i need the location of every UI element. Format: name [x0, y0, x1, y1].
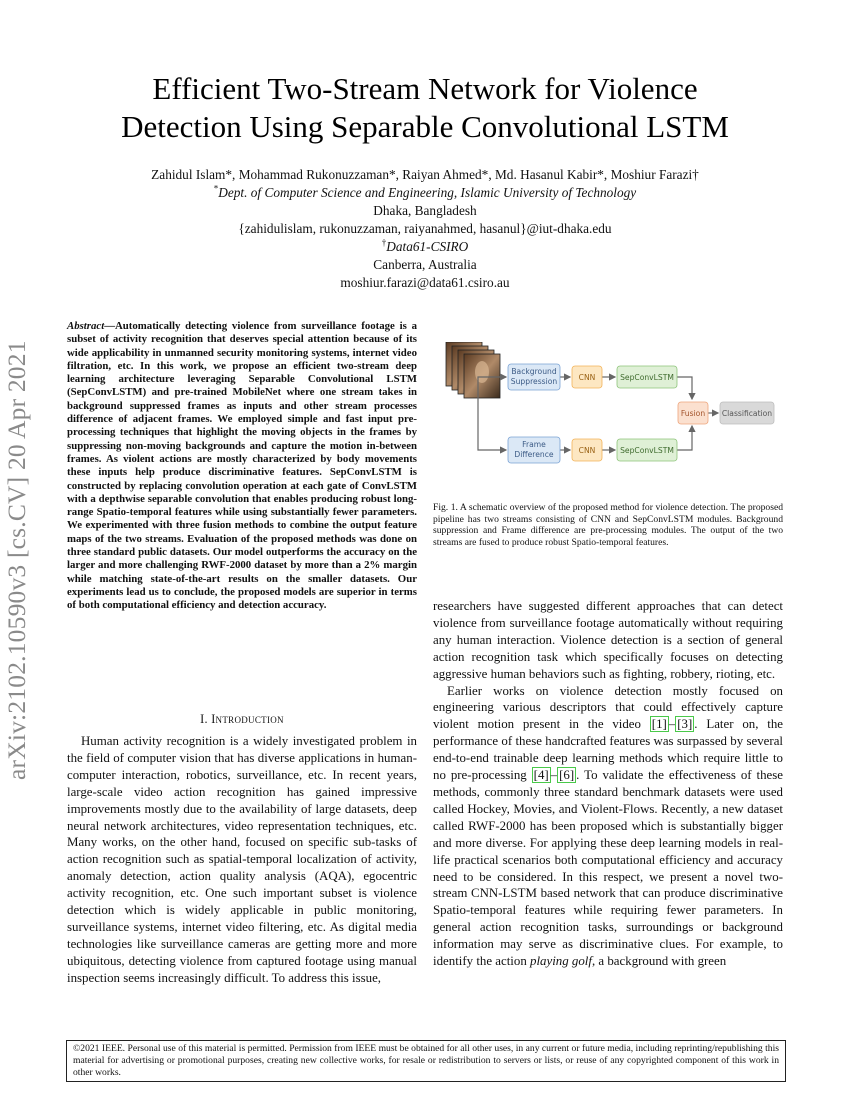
- classification-label: Classification: [721, 409, 773, 418]
- arrow-top-stream-to-fusion: [677, 377, 692, 399]
- citation-link-3[interactable]: [3]: [677, 717, 693, 732]
- citation-dash-1: –: [668, 717, 676, 732]
- affiliation-2-text: Data61-CSIRO: [386, 239, 469, 254]
- right-paragraph-2-part-a: Earlier works on violence detection mostly focused on engineering various descriptors that could effectively capture violent motion present in the video: [433, 683, 783, 732]
- citation-link-6[interactable]: [6]: [559, 768, 575, 783]
- sepconvlstm-label-bottom: SepConvLSTM: [620, 446, 674, 455]
- arrow-bottom-stream-to-fusion: [677, 426, 692, 450]
- citation-link-4[interactable]: [4]: [533, 768, 549, 783]
- title-line-2: Detection Using Separable Convolutional LSTM: [121, 109, 729, 144]
- affiliation-2-marker: †: [381, 237, 387, 248]
- affiliation-2: [60, 238, 790, 256]
- affiliation-2-city: Canberra, Australia: [373, 257, 477, 272]
- right-paragraph-2-emphasis: playing golf: [530, 954, 592, 969]
- right-paragraph-1: researchers have suggested different approaches that can detect violence from surveillance footage automatically without requiring any human interaction. Violence detection is a section of general action recognition task which specifically focuses on detecting aggressive human behaviors such as fighting, robbery, rioting, etc.: [433, 599, 783, 681]
- video-frames-stack: [446, 342, 500, 398]
- affiliation-1-email: {zahidulislam, rukonuzzaman, raiyanahmed, hasanul}@iut-dhaka.edu: [238, 221, 612, 236]
- affiliation-1-text: Dept. of Computer Science and Engineering, Islamic University of Technology: [218, 185, 637, 200]
- right-column-body: [433, 598, 783, 970]
- abstract-label: Abstract: [67, 320, 105, 332]
- right-paragraph-2: [433, 683, 783, 970]
- frame-difference-label-2: Difference: [514, 450, 554, 459]
- affiliation-1: [60, 184, 790, 202]
- sepconvlstm-label-top: SepConvLSTM: [620, 373, 674, 382]
- section-number: I.: [200, 712, 212, 726]
- citation-link-1[interactable]: [1]: [651, 717, 667, 732]
- citation-dash-2: –: [550, 768, 558, 783]
- fusion-label: Fusion: [680, 409, 706, 418]
- abstract-text: —Automatically detecting violence from surveillance footage is a subset of activity recognition that deserves special attention because of its wide applicability in unmanned security monitoring systems, internet video filtration, etc. In this work, we propose an efficient two-stream deep learning architecture leveraging Separable Convolutional LSTM (SepConvLSTM) and pre-trained MobileNet where one stream takes in background suppressed frames as inputs and other stream processes difference of adjacent frames. We employed simple and fast input pre-processing techniques that highlight the moving objects in the frames by suppressing non-moving backgrounds and capture the motion in-between frames. As violent actions are mostly characterized by body movements these inputs help produce discriminative features. SepConvLSTM is constructed by replacing convolution operation at each gate of ConvLSTM with a depthwise separable convolution that enables producing robust long-range Spatio-temporal features while using substantially fewer parameters. We experimented with three fusion methods to combine the output feature maps of the two streams. Evaluation of the proposed methods was done on three standard public datasets. Our model outperforms the accuracy on the larger and more challenging RWF-2000 dataset by more than a 2% margin while matching state-of-the-art results on the smaller datasets. Our experiments lead us to conclude, the proposed models are superior in terms of both computational efficiency and detection accuracy.: [67, 320, 417, 612]
- left-column-body: [67, 733, 417, 987]
- right-paragraph-2-part-c: . To validate the effectiveness of these methods, commonly three standard benchmark datasets were used called Hockey, Movies, and Violent-Flows. Recently, a new dataset called RWF-2000 has been proposed which is substantially bigger and more diverse. For applying these deep learning models in real-life practical scenarios both computational efficiency and accuracy need to be considered. In this respect, we present a novel two-stream CNN-LSTM based network that can produce discriminative Spatio-temporal features while requiring fewer parameters. In general action recognition tasks, surroundings or background information may serve as discriminative clues. For example, to identify the action: [433, 768, 783, 969]
- cnn-label-bottom: CNN: [578, 446, 596, 455]
- affiliation-1-city: Dhaka, Bangladesh: [373, 203, 477, 218]
- arrow-to-frame-difference: [478, 398, 506, 450]
- author-block: [60, 166, 790, 292]
- copyright-notice: ©2021 IEEE. Personal use of this material is permitted. Permission from IEEE must be obtained for all other uses, in any current or future media, including reprinting/republishing this material for advertising or promotional purposes, creating new collective works, for resale or redistribution to servers or lists, or reuse of any copyrighted component of this work in other works.: [66, 1040, 786, 1082]
- right-paragraph-2-part-d: , a background with green: [591, 954, 727, 969]
- author-names: Zahidul Islam*, Mohammad Rukonuzzaman*, Raiyan Ahmed*, Md. Hasanul Kabir*, Moshiur Farazi†: [151, 167, 699, 182]
- abstract: [67, 320, 417, 613]
- intro-paragraph-1: Human activity recognition is a widely investigated problem in the field of computer vision that has diverse applications in human-computer interaction, robotics, surveillance, etc. In recent years, large-scale video action recognition has gained impressive improvements mostly due to the availability of large datasets, deep neural network architectures, video representation techniques, etc. Many works, on the other hand, focused on specific sub-tasks of action recognition such as spatial-temporal localization of activity, anomaly detection, action quality analysis (AQA), egocentric activity recognition, etc. One such important subset is violence detection which is widely applicable in public monitoring, surveillance systems, internet video filtering, etc. As digital media technologies like surveillance cameras are getting more and more ubiquitous, detecting violence from captured footage using manual inspection seems increasingly difficult. To address this issue,: [67, 734, 417, 985]
- affiliation-2-email: moshiur.farazi@data61.csiro.au: [340, 275, 510, 290]
- cnn-label-top: CNN: [578, 373, 596, 382]
- section-heading-introduction: [67, 712, 417, 727]
- figure-1-caption: Fig. 1. A schematic overview of the proposed method for violence detection. The proposed pipeline has two streams consisting of CNN and SepConvLSTM modules. Background suppression and Frame difference are pre-processing modules. The output of the two streams are fused to produce robust Spatio-temporal features.: [433, 502, 783, 548]
- title-line-1: Efficient Two-Stream Network for Violence: [152, 71, 698, 106]
- right-paragraph-2-part-b: . Later on, the performance of these handcrafted features was surpassed by several end-to-end trainable deep learning methods which require little to no pre-processing: [433, 717, 783, 783]
- paper-title: [60, 70, 790, 146]
- affiliation-1-marker: *: [213, 183, 219, 194]
- background-suppression-label-2: Suppression: [510, 377, 558, 386]
- frame-difference-label-1: Frame: [522, 440, 546, 449]
- section-title: Introduction: [211, 712, 284, 726]
- background-suppression-label-1: Background: [511, 367, 557, 376]
- arxiv-identifier-stamp: arXiv:2102.10590v3 [cs.CV] 20 Apr 2021: [2, 340, 31, 780]
- figure-1-schematic: [440, 342, 780, 472]
- video-frame-subject: [475, 361, 489, 383]
